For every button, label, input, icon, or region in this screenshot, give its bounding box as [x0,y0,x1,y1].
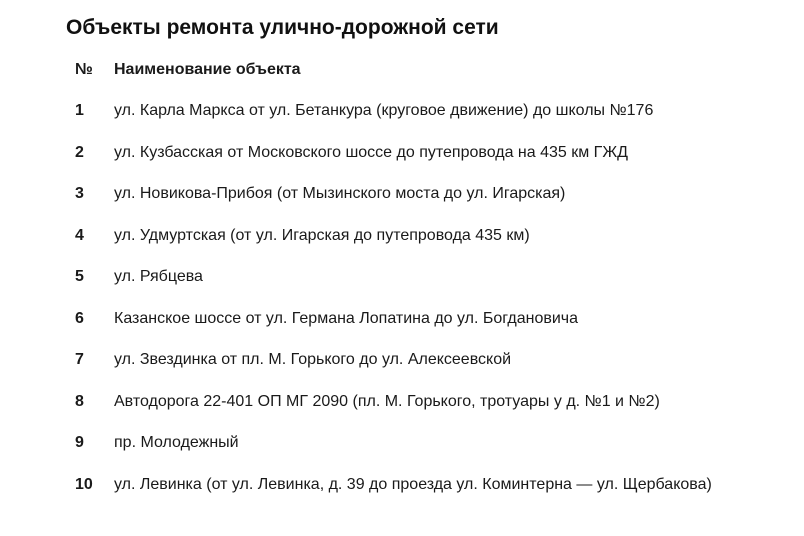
table-row [66,430,766,455]
table-row [66,223,766,248]
table-row [66,389,766,414]
row-name: ул. Рябцева [114,268,203,285]
table-row [66,98,766,123]
table-row [66,140,766,165]
header-number: № [75,61,93,78]
row-number: 7 [75,351,84,368]
row-name: ул. Новикова-Прибоя (от Мызинского моста до ул. Игарская) [114,185,566,202]
table-row [66,347,766,372]
row-number: 5 [75,268,84,285]
page-title: Объекты ремонта улично-дорожной сети [66,16,499,39]
row-name: Казанское шоссе от ул. Германа Лопатина до ул. Богдановича [114,309,579,327]
row-name: ул. Кузбасская от Московского шоссе до путепровода на 435 км ГЖД [114,143,628,161]
row-name: Автодорога 22-401 ОП МГ 2090 (пл. М. Горького, тротуары у д. №1 и №2) [114,392,660,410]
row-number: 2 [75,143,84,161]
row-number: 10 [75,475,93,493]
table-row [66,264,766,289]
row-name: пр. Молодежный [114,434,239,451]
table-body [66,98,766,497]
row-name: ул. Удмуртская (от ул. Игарская до путепровода 435 км) [114,226,530,244]
table-row [66,306,766,331]
row-number: 6 [75,309,84,327]
row-name: ул. Звездинка от пл. М. Горького до ул. Алексеевской [114,351,512,368]
row-number: 9 [75,434,84,451]
table-header [66,58,766,82]
row-number: 8 [75,392,84,410]
row-name: ул. Левинка (от ул. Левинка, д. 39 до проезда ул. Коминтерна — ул. Щербакова) [114,475,712,493]
header-name: Наименование объекта [114,61,301,78]
table-row [66,472,766,497]
row-number: 3 [75,185,84,202]
row-number: 4 [75,226,84,244]
row-name: ул. Карла Маркса от ул. Бетанкура (круговое движение) до школы №176 [114,102,654,119]
row-number: 1 [75,102,84,119]
document [66,14,766,513]
table-row [66,181,766,206]
